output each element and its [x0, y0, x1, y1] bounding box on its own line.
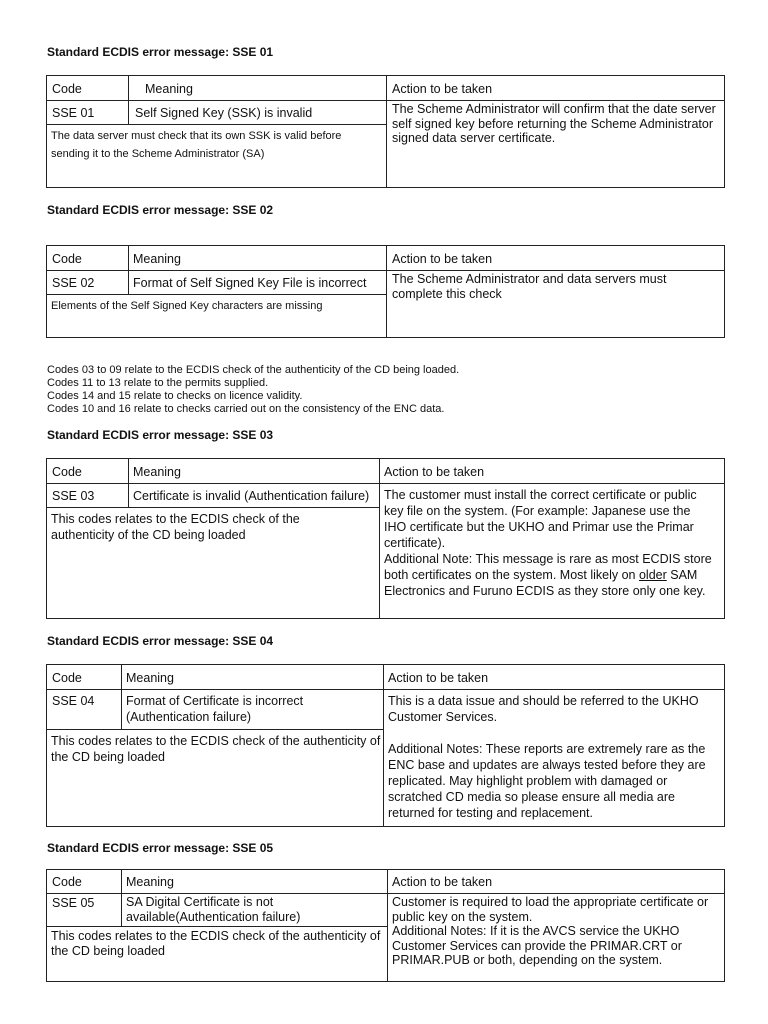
header-action: Action to be taken — [392, 252, 493, 266]
action-note: Additional Notes: These reports are extremely rare as the ENC base and updates are always tested before they are replicated. May highlight problem with damaged or scratched CD media so please ensure all media are returned for testing and replacement. — [388, 742, 706, 820]
header-code: Code — [52, 671, 82, 685]
header-action: Action to be taken — [392, 82, 493, 96]
action-text: Customer is required to load the appropriate certificate or public key on the system. — [392, 895, 709, 924]
code-value: SSE 05 — [52, 896, 95, 910]
meaning-value: Self Signed Key (SSK) is invalid — [135, 106, 313, 120]
table-sse03 — [46, 458, 725, 619]
table-sse01 — [46, 75, 725, 188]
note-line-2: Codes 11 to 13 relate to the permits supplied. — [47, 377, 269, 389]
meaning-value: SA Digital Certificate is not available(Authentication failure) — [126, 895, 301, 924]
action-value — [384, 487, 714, 599]
action-value: The Scheme Administrator and data servers must complete this check — [392, 272, 667, 301]
table-sse02 — [46, 245, 725, 338]
note-line-3: Codes 14 and 15 relate to checks on licence validity. — [47, 390, 303, 402]
section-heading-sse02: Standard ECDIS error message: SSE 02 — [47, 203, 274, 217]
action-value — [388, 693, 718, 821]
detail-value: This codes relates to the ECDIS check of the authenticity of the CD being loaded — [51, 929, 381, 958]
code-value: SSE 04 — [52, 694, 95, 708]
action-note-end: SAM Electronics and Furuno ECDIS as they store only one key. — [384, 568, 706, 598]
meaning-value: Format of Certificate is incorrect (Authentication failure) — [126, 694, 304, 724]
detail-value: The data server must check that its own SSK is valid before sending it to the Scheme Administrator (SA) — [51, 130, 342, 160]
code-value: SSE 03 — [52, 489, 95, 503]
action-value: The Scheme Administrator will confirm that the date server self signed key before returning the Scheme Administrator signed data server certificate. — [392, 102, 716, 145]
section-heading-sse01: Standard ECDIS error message: SSE 01 — [47, 45, 274, 59]
action-text: The customer must install the correct certificate or public key file on the system. (For example: Japanese use the IHO certificate but the UKHO and Primar use the Primar certificate). — [384, 488, 697, 550]
table-sse05 — [46, 869, 725, 982]
header-code: Code — [52, 875, 82, 889]
detail-value: This codes relates to the ECDIS check of the authenticity of the CD being loaded — [51, 734, 381, 764]
header-code: Code — [52, 465, 82, 479]
header-meaning: Meaning — [133, 465, 181, 479]
section-heading-sse05: Standard ECDIS error message: SSE 05 — [47, 841, 274, 855]
header-action: Action to be taken — [388, 671, 489, 685]
note-line-1: Codes 03 to 09 relate to the ECDIS check of the authenticity of the CD being loaded. — [47, 364, 460, 376]
header-code: Code — [52, 252, 82, 266]
header-action: Action to be taken — [392, 875, 493, 889]
action-value — [392, 895, 720, 968]
meaning-value: Certificate is invalid (Authentication failure) — [133, 489, 370, 503]
meaning-value: Format of Self Signed Key File is incorrect — [133, 276, 367, 290]
detail-value: Elements of the Self Signed Key characters are missing — [51, 300, 323, 312]
code-value: SSE 02 — [52, 276, 95, 290]
header-meaning: Meaning — [126, 875, 174, 889]
detail-value: This codes relates to the ECDIS check of the authenticity of the CD being loaded — [51, 512, 300, 542]
header-code: Code — [52, 82, 82, 96]
header-action: Action to be taken — [384, 465, 485, 479]
header-meaning: Meaning — [133, 252, 181, 266]
action-note: Additional Note: This message is rare as most ECDIS store both certificates on the system. Most likely on — [384, 552, 712, 582]
header-meaning: Meaning — [145, 82, 193, 96]
code-value: SSE 01 — [52, 106, 95, 120]
action-text: This is a data issue and should be referred to the UKHO Customer Services. — [388, 694, 699, 724]
section-heading-sse04: Standard ECDIS error message: SSE 04 — [47, 634, 274, 648]
header-meaning: Meaning — [126, 671, 174, 685]
note-line-4: Codes 10 and 16 relate to checks carried out on the consistency of the ENC data. — [47, 403, 445, 415]
section-heading-sse03: Standard ECDIS error message: SSE 03 — [47, 428, 274, 442]
table-sse04 — [46, 664, 725, 827]
action-note-underlined: older — [638, 568, 667, 582]
action-note: Additional Notes: If it is the AVCS service the UKHO Customer Services can provide the PRIMAR.CRT or PRIMAR.PUB or both, depending on the system. — [392, 924, 682, 967]
